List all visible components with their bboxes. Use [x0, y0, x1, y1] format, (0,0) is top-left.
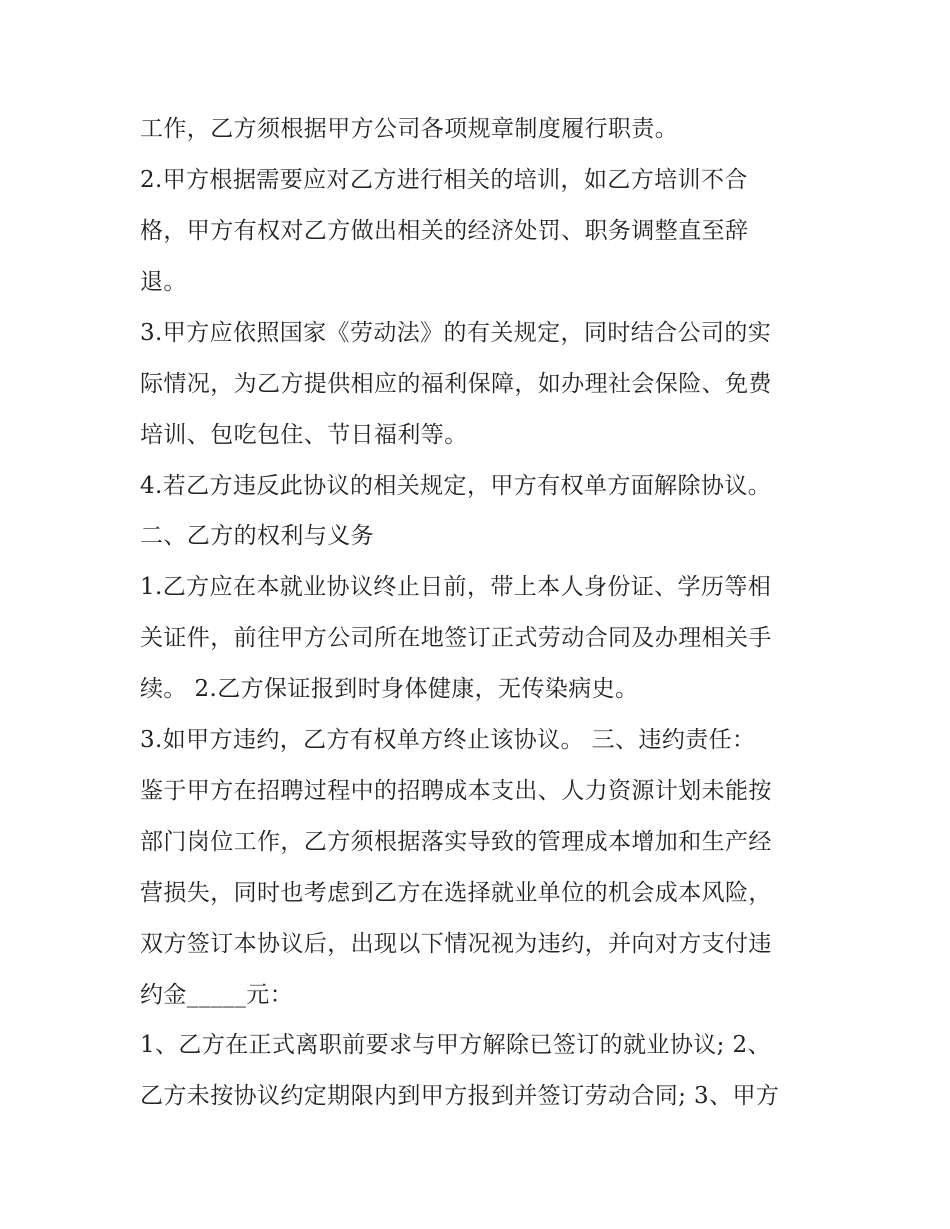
- text-line: 退。: [140, 269, 187, 295]
- text-line: 营损失，同时也考虑到乙方在选择就业单位的机会成本风险，: [140, 880, 772, 906]
- text-line: 1、乙方在正式离职前要求与甲方解除已签订的就业协议; 2、: [140, 1032, 771, 1058]
- text-line: 3.甲方应依照国家《劳动法》的有关规定，同时结合公司的实: [140, 320, 772, 346]
- text-line: 双方签订本协议后，出现以下情况视为违约，并向对方支付违: [140, 931, 772, 957]
- text-line: 3.如甲方违约，乙方有权单方终止该协议。 三、违约责任：: [140, 727, 756, 753]
- text-line: 培训、包吃包住、节日福利等。: [140, 422, 468, 448]
- section-heading: 二、乙方的权利与义务: [140, 523, 374, 549]
- text-line: 乙方未按协议约定期限内到甲方报到并签订劳动合同; 3、甲方: [140, 1083, 780, 1109]
- text-line: 关证件，前往甲方公司所在地签订正式劳动合同及办理相关手: [140, 625, 772, 651]
- text-line: 1.乙方应在本就业协议终止日前，带上本人身份证、学历等相: [140, 574, 772, 600]
- text-line: 2.甲方根据需要应对乙方进行相关的培训，如乙方培训不合: [140, 167, 748, 193]
- text-line: 4.若乙方违反此协议的相关规定，甲方有权单方面解除协议。: [140, 473, 772, 499]
- text-line: 续。 2.乙方保证报到时身体健康，无传染病史。: [140, 676, 639, 702]
- text-line: 约金_____元：: [140, 982, 294, 1008]
- text-line: 格，甲方有权对乙方做出相关的经济处罚、职务调整直至辞: [140, 218, 749, 244]
- text-line: 鉴于甲方在招聘过程中的招聘成本支出、人力资源计划未能按: [140, 778, 772, 804]
- text-line: 工作，乙方须根据甲方公司各项规章制度履行职责。: [140, 116, 679, 142]
- text-line: 际情况，为乙方提供相应的福利保障，如办理社会保险、免费: [140, 371, 772, 397]
- text-line: 部门岗位工作，乙方须根据落实导致的管理成本增加和生产经: [140, 829, 772, 855]
